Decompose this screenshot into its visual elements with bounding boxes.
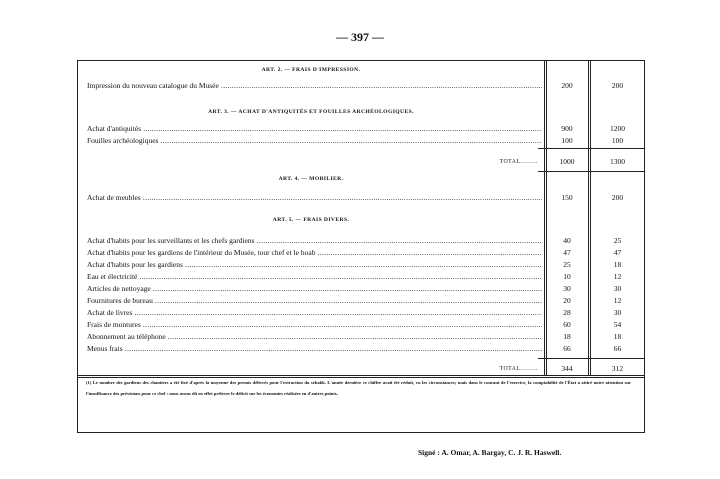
table-row — [78, 307, 644, 319]
value-col2: 200 — [611, 81, 624, 90]
value-col1: 150 — [561, 193, 573, 202]
value-col2: 25 — [613, 236, 622, 245]
value-col2: 12 — [613, 272, 622, 281]
value-col2: 47 — [613, 248, 622, 257]
table-row — [78, 331, 644, 343]
section-heading-art4: ART. 4. — MOBILIER. — [278, 176, 344, 182]
value-col1: 10 — [563, 272, 571, 281]
value-col1: 40 — [563, 236, 571, 245]
value-col2: 100 — [611, 136, 624, 145]
row-label: Achat d'habits pour les surveillants et les chefs gardiens ..... — [87, 235, 542, 247]
total-rule — [538, 171, 644, 172]
page-number: — 397 — — [336, 30, 384, 44]
total-col2: 312 — [611, 364, 624, 373]
row-label: Achat de livres ..... — [87, 307, 542, 319]
table-bottom-rule — [78, 375, 644, 376]
total-col1: 1000 — [559, 157, 575, 166]
value-col2: 18 — [613, 260, 622, 269]
total-rule — [538, 148, 644, 149]
row-label: Menus frais ..... — [87, 343, 542, 355]
table-row — [78, 283, 644, 295]
table-row — [78, 271, 644, 283]
value-col1: 100 — [561, 136, 573, 145]
total-label: TOTAL......... — [499, 366, 538, 372]
row-label: Achat d'habits pour les gardiens de l'intérieur du Musée, tour chef et le hoab ..... — [87, 247, 542, 259]
value-col1: 66 — [563, 344, 571, 353]
value-col2: 30 — [613, 308, 622, 317]
total-col1: 344 — [561, 364, 573, 373]
table-row — [78, 235, 644, 247]
table-row — [78, 123, 644, 135]
value-col2: 200 — [611, 193, 624, 202]
row-label: Articles de nettoyage ..... — [87, 283, 542, 295]
row-label: Achat de meubles ..... — [87, 192, 542, 204]
table-row — [78, 319, 644, 331]
table-row — [78, 135, 644, 147]
value-col1: 47 — [563, 248, 571, 257]
value-col1: 25 — [563, 260, 571, 269]
value-col1: 30 — [563, 284, 571, 293]
value-col1: 28 — [563, 308, 571, 317]
value-col2: 12 — [613, 296, 622, 305]
total-row — [78, 363, 644, 375]
table-row — [78, 80, 644, 92]
total-row — [78, 156, 644, 168]
value-col1: 18 — [563, 332, 571, 341]
section-heading-art3: ART. 3. — ACHAT D'ANTIQUITÉS ET FOUILLES ARCHÉOLOGIQUES. — [208, 109, 414, 115]
value-col1: 900 — [561, 124, 573, 133]
row-label: Frais de montures ..... — [87, 319, 542, 331]
table-row — [78, 192, 644, 204]
total-rule — [538, 358, 644, 359]
total-label: TOTAL......... — [499, 159, 538, 165]
total-col2: 1300 — [610, 157, 625, 166]
value-col1: 200 — [561, 81, 573, 90]
signature-line: Signé : A. Omar, A. Bargay, C. J. R. Haswell. — [418, 448, 562, 457]
table-row — [78, 259, 644, 271]
table-row — [78, 343, 644, 355]
value-col2: 1200 — [610, 124, 625, 133]
section-heading-art5: ART. 5. — FRAIS DIVERS. — [272, 217, 350, 223]
value-col1: 20 — [563, 296, 571, 305]
row-label: Achat d'habits pour les gardiens ..... — [87, 259, 542, 271]
row-label: Fouilles archéologiques ..... — [87, 135, 542, 147]
row-label: Fournitures de bureau ..... — [87, 295, 542, 307]
value-col2: 30 — [613, 284, 622, 293]
footnote: (1) Le nombre des gardiens des chantiers a été fixé d'après la moyenne des permis délivrés pour l'extraction du sebakh. L'année dernière ce chiffre avait été réduit, vu les circonstances; mais dans le courant de l'exercice, la comptabilité de l'État a attiré notre attention sur l'insuffisance des prévisions pour ce chef : nous avons dû en effet prélever le déficit sur les économies réalisées en d'autres points. — [86, 380, 631, 396]
table-row — [78, 247, 644, 259]
row-label: Eau et électricité ..... — [87, 271, 542, 283]
row-label: Impression du nouveau catalogue du Musée ..... — [87, 80, 542, 92]
section-heading-art2: ART. 2. — FRAIS D'IMPRESSION. — [261, 67, 361, 73]
row-label: Abonnement au téléphone ..... — [87, 331, 542, 343]
value-col2: 66 — [613, 344, 622, 353]
row-label: Achat d'antiquités ..... — [87, 123, 542, 135]
value-col2: 54 — [613, 320, 622, 329]
value-col2: 18 — [613, 332, 622, 341]
table-row — [78, 295, 644, 307]
value-col1: 60 — [563, 320, 571, 329]
